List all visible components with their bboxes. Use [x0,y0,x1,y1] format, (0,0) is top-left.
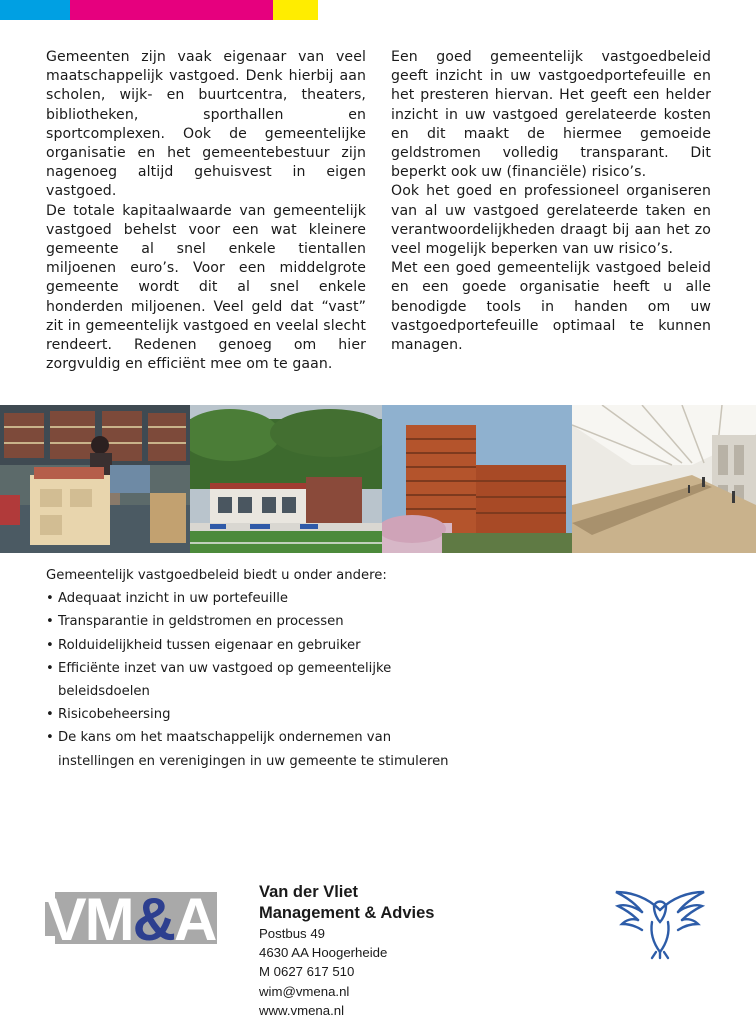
list-item: • De kans om het maatschappelijk ondernemen van instellingen en verenigingen in uw gemeente te stimuleren [46,726,466,772]
paragraph: Met een goed gemeentelijk vastgoed beleid en een goede organisatie heeft u alle benodigde tools in handen om uw vastgoedportefeuille optimaal te kunnen managen. [391,260,711,354]
email-address: wim@vmena.nl [259,983,350,999]
paragraph: Een goed gemeentelijk vastgoedbeleid geeft inzicht in uw vastgoedportefeuille en het presteren hiervan. Het geeft een helder inzicht in uw vastgoed gerelateerde kosten en dit maakt de hiermee gemoeide geldstromen volledig transparant. Dit beperkt ook uw (financiële) risico’s. [391,49,711,181]
list-item: • Transparantie in geldstromen en processen [46,610,466,633]
color-bar-magenta [70,0,273,20]
right-text-column [391,48,711,355]
list-item: • Adequaat inzicht in uw portefeuille [46,587,466,610]
list-item: • Risicobeheersing [46,703,466,726]
benefits-list [46,587,466,773]
color-bar-yellow [273,0,318,20]
atrium-rendering-photo [572,405,756,553]
benefits-intro: Gemeentelijk vastgoedbeleid biedt u onder andere: [46,568,387,583]
paragraph: Ook het goed en professioneel organiseren van al uw vastgoed gerelateerde taken en verantwoordelijkheden draagt bij aan het zo veel mogelijk beperken van uw risico’s. [391,183,711,258]
library-photo [0,405,190,553]
paragraph: Gemeenten zijn vaak eigenaar van veel maatschappelijk vastgoed. Denk hierbij aan scholen, wijk- en buurtcentra, theaters, bibliotheken, sporthallen en sportcomplexen. Ook de gemeentelijke organisatie en het gemeentebestuur zijn nagenoeg altijd gehuisvest in eigen vastgoed. [46,49,366,200]
address-line2: 4630 AA Hoogerheide [259,945,388,961]
website-address: www.vmena.nl [259,1002,345,1018]
left-text-column [46,48,366,374]
list-item: • Rolduidelijkheid tussen eigenaar en gebruiker [46,634,466,657]
svg-text:VM&A: VM&A [46,886,216,950]
apartment-building-photo [382,405,572,553]
color-bar-cyan [0,0,70,20]
vma-logo [45,886,217,950]
paragraph: De totale kapitaalwaarde van gemeentelijk vastgoed behelst voor een wat kleinere gemeente al snel enkele tientallen miljoenen euro’s. Voor een middelgrote gemeente wordt dit al snel enkele honderden miljoenen. Veel geld dat “vast” zit in gemeentelijk vastgoed en veelal slecht rendeert. Redenen genoeg om hier zorgvuldig en efficiënt mee om te gaan. [46,202,366,373]
benefits-section [46,564,466,773]
phone-number: M 0627 617 510 [259,964,355,980]
list-item: • Efficiënte inzet van uw vastgoed op gemeentelijke beleidsdoelen [46,657,466,703]
eagle-icon [612,880,708,960]
company-name-line1: Van der Vliet [259,883,359,901]
address-line1: Postbus 49 [259,926,325,941]
company-name-line2: Management & Advies [259,904,435,922]
contact-block [259,882,434,1020]
sports-club-photo [190,405,382,553]
photo-strip [0,405,756,553]
